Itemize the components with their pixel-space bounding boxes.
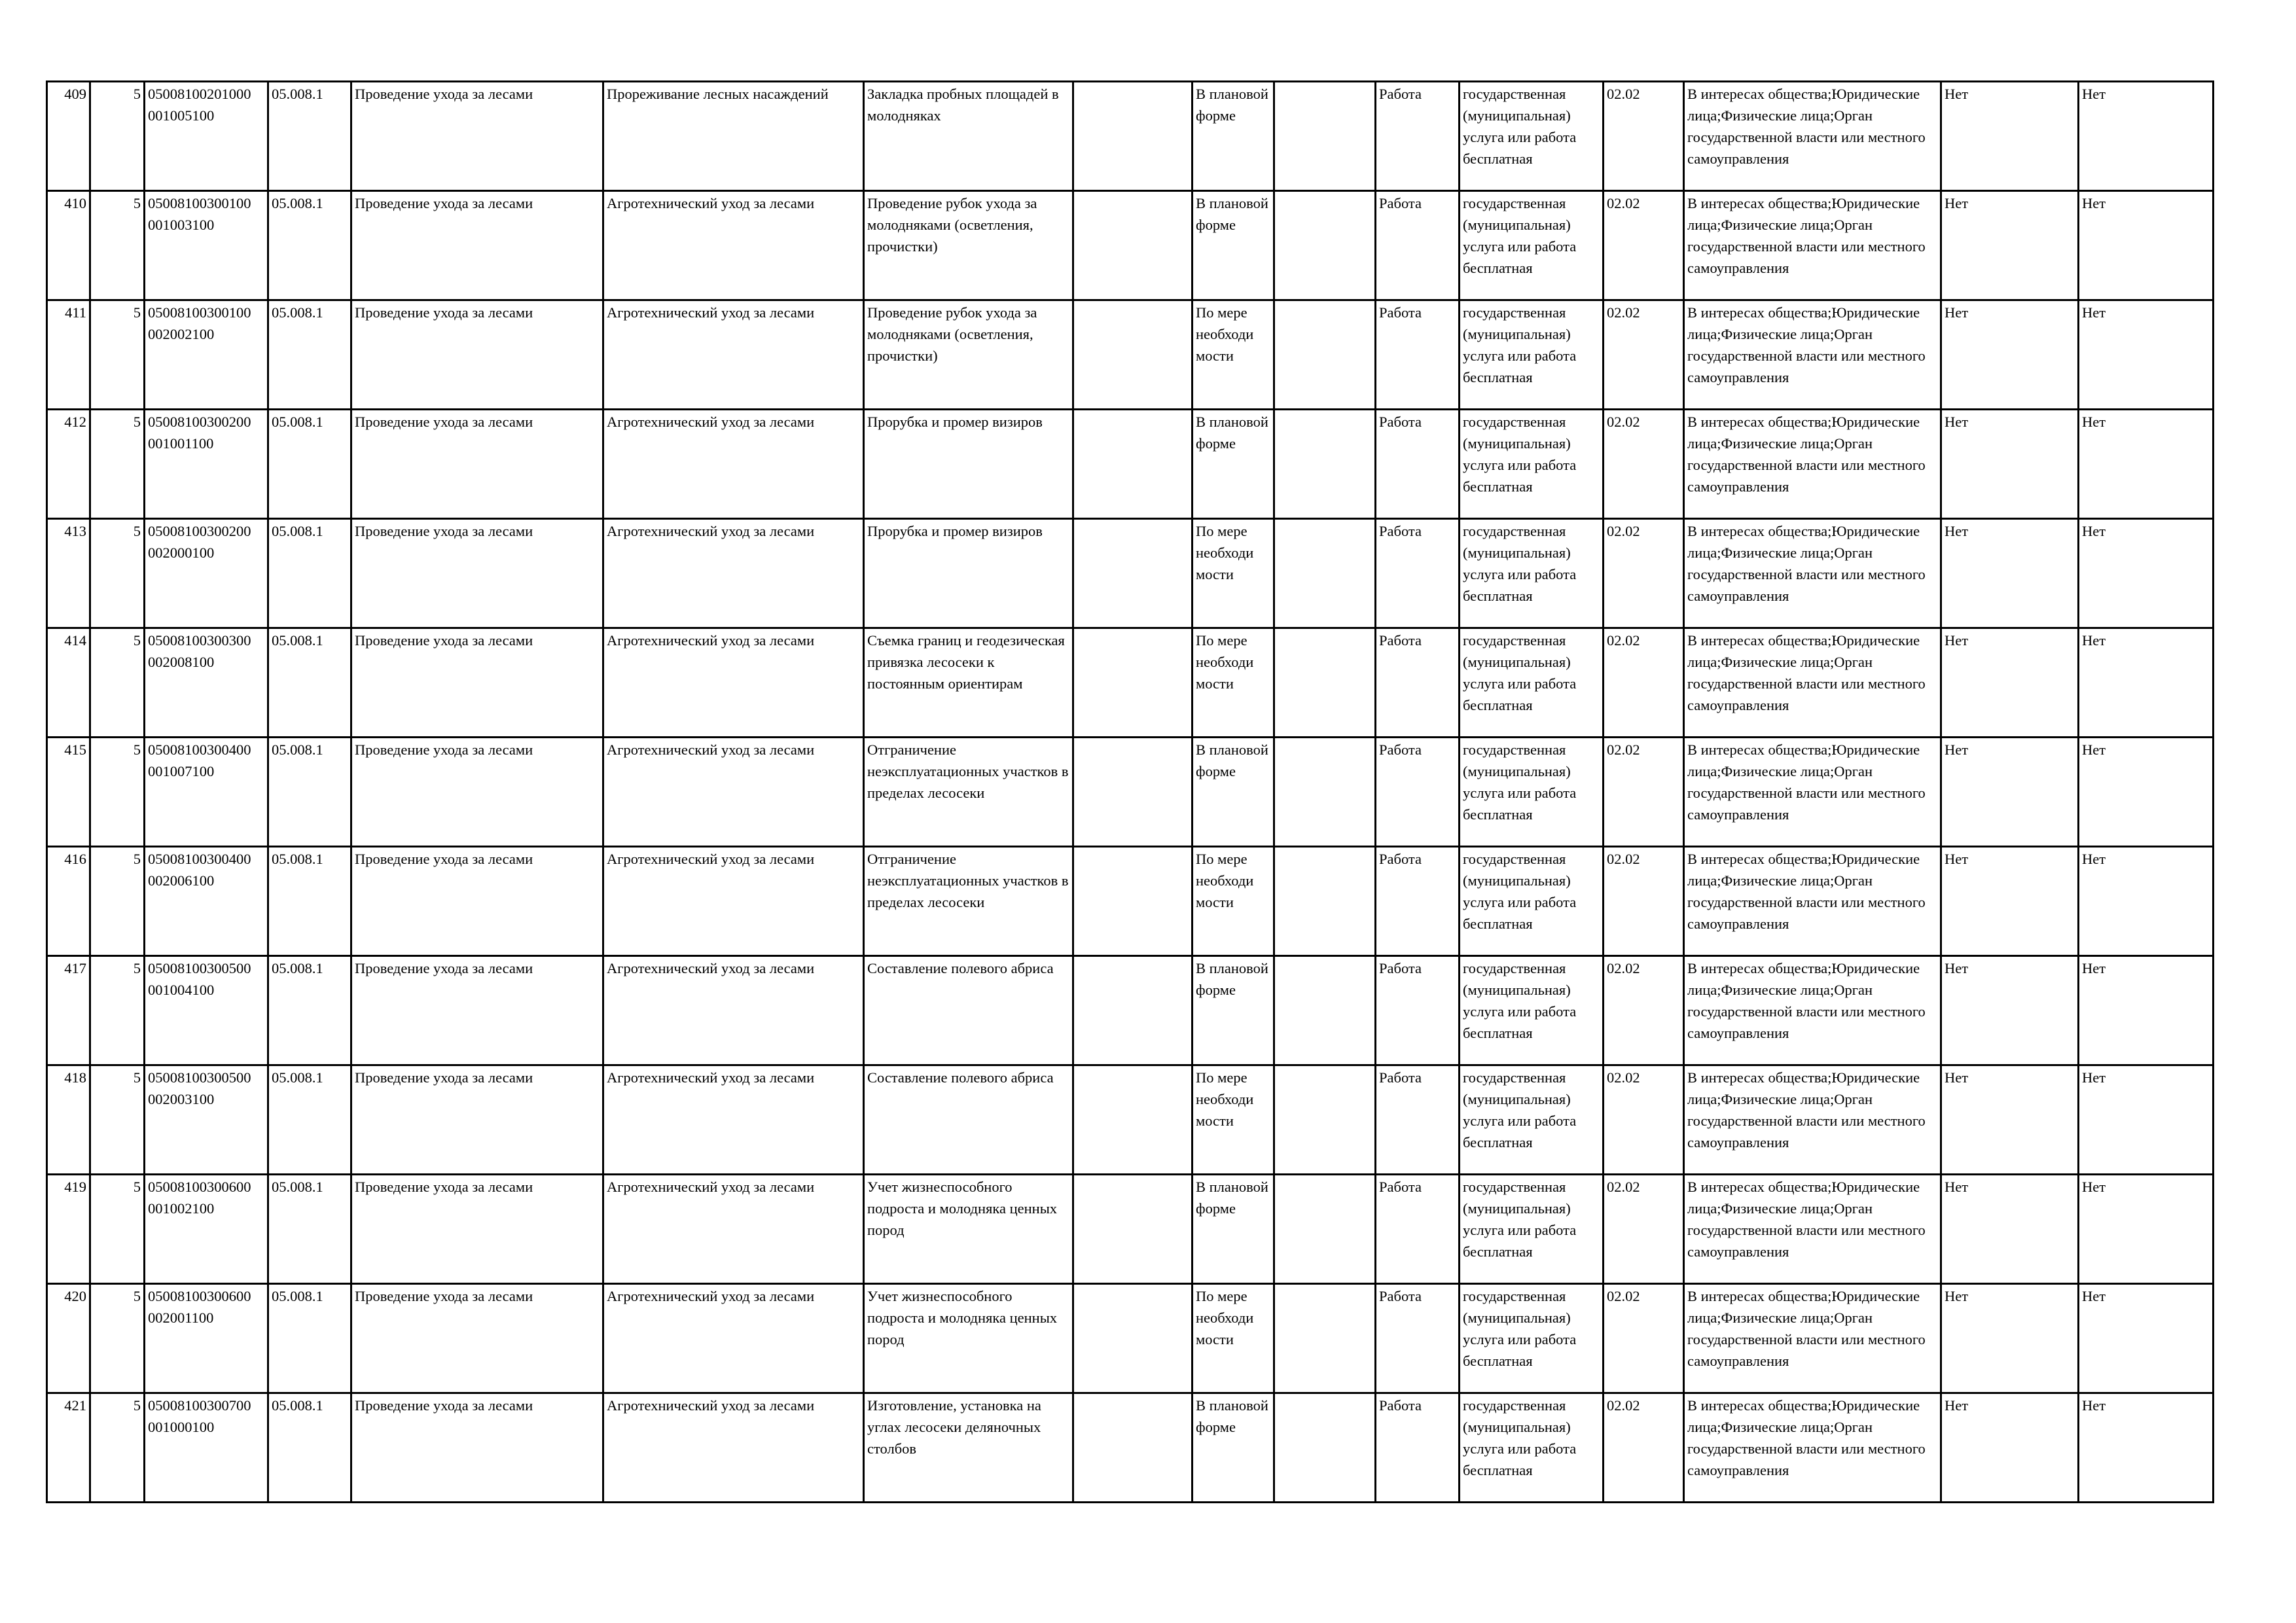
empty-cell	[1274, 738, 1376, 847]
row-number: 414	[47, 628, 90, 738]
empty-cell	[1073, 191, 1193, 300]
flag-cell: Нет	[2079, 519, 2214, 628]
empty-cell	[1274, 300, 1376, 410]
registry-code: 05008100300100 001003100	[145, 191, 268, 300]
okved-code: 05.008.1	[268, 1175, 351, 1284]
flag-cell: Нет	[1941, 82, 2079, 191]
empty-cell	[1274, 628, 1376, 738]
row-number: 411	[47, 300, 90, 410]
direction-code: 02.02	[1604, 847, 1684, 956]
row-number: 413	[47, 519, 90, 628]
work-form: В плановой форме	[1193, 82, 1274, 191]
work-type: Работа	[1376, 410, 1460, 519]
empty-cell	[1073, 1284, 1193, 1393]
flag-cell: Нет	[2079, 1284, 2214, 1393]
table-body	[47, 82, 2214, 1503]
work-type: Работа	[1376, 82, 1460, 191]
registry-code: 05008100300500 001004100	[145, 956, 268, 1065]
flag-cell: Нет	[1941, 1284, 2079, 1393]
service-content: Прореживание лесных насаждений	[603, 82, 864, 191]
work-type: Работа	[1376, 300, 1460, 410]
work-form: В плановой форме	[1193, 191, 1274, 300]
row-section: 5	[90, 82, 145, 191]
service-name: Проведение ухода за лесами	[351, 1175, 603, 1284]
row-number: 410	[47, 191, 90, 300]
flag-cell: Нет	[2079, 410, 2214, 519]
empty-cell	[1274, 82, 1376, 191]
work-form: В плановой форме	[1193, 1175, 1274, 1284]
cost-type: государственная (муниципальная) услуга или работа бесплатная	[1460, 738, 1604, 847]
row-section: 5	[90, 1393, 145, 1503]
cost-type: государственная (муниципальная) услуга или работа бесплатная	[1460, 82, 1604, 191]
table-row	[47, 628, 2214, 738]
flag-cell: Нет	[2079, 1175, 2214, 1284]
service-name: Проведение ухода за лесами	[351, 1393, 603, 1503]
table-row	[47, 191, 2214, 300]
service-name: Проведение ухода за лесами	[351, 410, 603, 519]
direction-code: 02.02	[1604, 82, 1684, 191]
flag-cell: Нет	[2079, 956, 2214, 1065]
table-row	[47, 1284, 2214, 1393]
row-section: 5	[90, 300, 145, 410]
row-section: 5	[90, 738, 145, 847]
empty-cell	[1073, 1393, 1193, 1503]
empty-cell	[1073, 1065, 1193, 1175]
empty-cell	[1073, 300, 1193, 410]
service-content: Агротехнический уход за лесами	[603, 1065, 864, 1175]
empty-cell	[1073, 82, 1193, 191]
flag-cell: Нет	[2079, 847, 2214, 956]
flag-cell: Нет	[2079, 191, 2214, 300]
consumer-categories: В интересах общества;Юридические лица;Физические лица;Орган государственной власти или местного самоуправления	[1684, 410, 1941, 519]
work-type: Работа	[1376, 738, 1460, 847]
work-form: По мере необходи мости	[1193, 628, 1274, 738]
service-name: Проведение ухода за лесами	[351, 519, 603, 628]
work-description: Проведение рубок ухода за молодняками (осветления, прочистки)	[864, 300, 1073, 410]
okved-code: 05.008.1	[268, 410, 351, 519]
flag-cell: Нет	[2079, 82, 2214, 191]
registry-code: 05008100300400 001007100	[145, 738, 268, 847]
empty-cell	[1274, 191, 1376, 300]
table-row	[47, 847, 2214, 956]
registry-code: 05008100300500 002003100	[145, 1065, 268, 1175]
consumer-categories: В интересах общества;Юридические лица;Физические лица;Орган государственной власти или местного самоуправления	[1684, 519, 1941, 628]
row-number: 420	[47, 1284, 90, 1393]
work-description: Закладка пробных площадей в молодняках	[864, 82, 1073, 191]
consumer-categories: В интересах общества;Юридические лица;Физические лица;Орган государственной власти или местного самоуправления	[1684, 738, 1941, 847]
registry-code: 05008100300600 002001100	[145, 1284, 268, 1393]
service-name: Проведение ухода за лесами	[351, 1065, 603, 1175]
work-type: Работа	[1376, 628, 1460, 738]
registry-code: 05008100300300 002008100	[145, 628, 268, 738]
empty-cell	[1274, 519, 1376, 628]
flag-cell: Нет	[1941, 300, 2079, 410]
flag-cell: Нет	[2079, 1393, 2214, 1503]
work-description: Прорубка и промер визиров	[864, 519, 1073, 628]
cost-type: государственная (муниципальная) услуга или работа бесплатная	[1460, 956, 1604, 1065]
work-type: Работа	[1376, 847, 1460, 956]
flag-cell: Нет	[1941, 1065, 2079, 1175]
flag-cell: Нет	[1941, 847, 2079, 956]
flag-cell: Нет	[1941, 410, 2079, 519]
service-content: Агротехнический уход за лесами	[603, 847, 864, 956]
cost-type: государственная (муниципальная) услуга или работа бесплатная	[1460, 1284, 1604, 1393]
empty-cell	[1274, 1284, 1376, 1393]
work-form: По мере необходи мости	[1193, 847, 1274, 956]
row-number: 421	[47, 1393, 90, 1503]
direction-code: 02.02	[1604, 628, 1684, 738]
flag-cell: Нет	[1941, 1393, 2079, 1503]
table-row	[47, 519, 2214, 628]
direction-code: 02.02	[1604, 738, 1684, 847]
service-content: Агротехнический уход за лесами	[603, 1284, 864, 1393]
work-type: Работа	[1376, 1065, 1460, 1175]
empty-cell	[1274, 410, 1376, 519]
flag-cell: Нет	[1941, 519, 2079, 628]
cost-type: государственная (муниципальная) услуга или работа бесплатная	[1460, 519, 1604, 628]
flag-cell: Нет	[2079, 738, 2214, 847]
okved-code: 05.008.1	[268, 1284, 351, 1393]
okved-code: 05.008.1	[268, 519, 351, 628]
consumer-categories: В интересах общества;Юридические лица;Физические лица;Орган государственной власти или местного самоуправления	[1684, 1175, 1941, 1284]
work-form: В плановой форме	[1193, 956, 1274, 1065]
row-section: 5	[90, 847, 145, 956]
service-name: Проведение ухода за лесами	[351, 82, 603, 191]
okved-code: 05.008.1	[268, 191, 351, 300]
consumer-categories: В интересах общества;Юридические лица;Физические лица;Орган государственной власти или местного самоуправления	[1684, 82, 1941, 191]
okved-code: 05.008.1	[268, 300, 351, 410]
work-description: Отграничение неэксплуатационных участков в пределах лесосеки	[864, 847, 1073, 956]
registry-code: 05008100300700 001000100	[145, 1393, 268, 1503]
work-type: Работа	[1376, 956, 1460, 1065]
service-content: Агротехнический уход за лесами	[603, 1393, 864, 1503]
okved-code: 05.008.1	[268, 956, 351, 1065]
service-content: Агротехнический уход за лесами	[603, 519, 864, 628]
table-row	[47, 1393, 2214, 1503]
consumer-categories: В интересах общества;Юридические лица;Физические лица;Орган государственной власти или местного самоуправления	[1684, 628, 1941, 738]
direction-code: 02.02	[1604, 1284, 1684, 1393]
row-section: 5	[90, 1065, 145, 1175]
table-row	[47, 1065, 2214, 1175]
work-description: Изготовление, установка на углах лесосеки деляночных столбов	[864, 1393, 1073, 1503]
row-number: 417	[47, 956, 90, 1065]
work-form: По мере необходи мости	[1193, 300, 1274, 410]
empty-cell	[1073, 628, 1193, 738]
service-name: Проведение ухода за лесами	[351, 300, 603, 410]
work-type: Работа	[1376, 191, 1460, 300]
work-type: Работа	[1376, 1175, 1460, 1284]
work-type: Работа	[1376, 519, 1460, 628]
service-name: Проведение ухода за лесами	[351, 738, 603, 847]
row-number: 416	[47, 847, 90, 956]
service-name: Проведение ухода за лесами	[351, 956, 603, 1065]
registry-code: 05008100300400 002006100	[145, 847, 268, 956]
row-section: 5	[90, 519, 145, 628]
direction-code: 02.02	[1604, 1393, 1684, 1503]
work-type: Работа	[1376, 1393, 1460, 1503]
row-number: 419	[47, 1175, 90, 1284]
flag-cell: Нет	[1941, 1175, 2079, 1284]
empty-cell	[1073, 847, 1193, 956]
registry-code: 05008100300600 001002100	[145, 1175, 268, 1284]
work-form: По мере необходи мости	[1193, 1284, 1274, 1393]
work-description: Отграничение неэксплуатационных участков в пределах лесосеки	[864, 738, 1073, 847]
okved-code: 05.008.1	[268, 1065, 351, 1175]
empty-cell	[1073, 1175, 1193, 1284]
direction-code: 02.02	[1604, 1175, 1684, 1284]
direction-code: 02.02	[1604, 1065, 1684, 1175]
row-number: 418	[47, 1065, 90, 1175]
flag-cell: Нет	[1941, 738, 2079, 847]
direction-code: 02.02	[1604, 300, 1684, 410]
consumer-categories: В интересах общества;Юридические лица;Физические лица;Орган государственной власти или местного самоуправления	[1684, 956, 1941, 1065]
table-row	[47, 956, 2214, 1065]
table-row	[47, 82, 2214, 191]
cost-type: государственная (муниципальная) услуга или работа бесплатная	[1460, 1065, 1604, 1175]
work-type: Работа	[1376, 1284, 1460, 1393]
service-content: Агротехнический уход за лесами	[603, 410, 864, 519]
empty-cell	[1274, 956, 1376, 1065]
registry-code: 05008100300200 002000100	[145, 519, 268, 628]
flag-cell: Нет	[2079, 1065, 2214, 1175]
empty-cell	[1274, 1393, 1376, 1503]
empty-cell	[1274, 847, 1376, 956]
okved-code: 05.008.1	[268, 738, 351, 847]
work-form: В плановой форме	[1193, 410, 1274, 519]
row-section: 5	[90, 191, 145, 300]
flag-cell: Нет	[2079, 300, 2214, 410]
cost-type: государственная (муниципальная) услуга или работа бесплатная	[1460, 1393, 1604, 1503]
cost-type: государственная (муниципальная) услуга или работа бесплатная	[1460, 300, 1604, 410]
direction-code: 02.02	[1604, 410, 1684, 519]
cost-type: государственная (муниципальная) услуга или работа бесплатная	[1460, 628, 1604, 738]
cost-type: государственная (муниципальная) услуга или работа бесплатная	[1460, 847, 1604, 956]
work-form: По мере необходи мости	[1193, 519, 1274, 628]
table-row	[47, 300, 2214, 410]
empty-cell	[1073, 956, 1193, 1065]
empty-cell	[1073, 410, 1193, 519]
service-content: Агротехнический уход за лесами	[603, 300, 864, 410]
direction-code: 02.02	[1604, 956, 1684, 1065]
work-description: Учет жизнеспособного подроста и молодняка ценных пород	[864, 1175, 1073, 1284]
direction-code: 02.02	[1604, 519, 1684, 628]
row-section: 5	[90, 956, 145, 1065]
work-description: Съемка границ и геодезическая привязка лесосеки к постоянным ориентирам	[864, 628, 1073, 738]
register-table	[46, 80, 2214, 1503]
service-content: Агротехнический уход за лесами	[603, 628, 864, 738]
work-form: По мере необходи мости	[1193, 1065, 1274, 1175]
service-name: Проведение ухода за лесами	[351, 1284, 603, 1393]
work-description: Составление полевого абриса	[864, 956, 1073, 1065]
work-form: В плановой форме	[1193, 1393, 1274, 1503]
registry-code: 05008100300200 001001100	[145, 410, 268, 519]
okved-code: 05.008.1	[268, 82, 351, 191]
registry-code: 05008100300100 002002100	[145, 300, 268, 410]
table-row	[47, 1175, 2214, 1284]
consumer-categories: В интересах общества;Юридические лица;Физические лица;Орган государственной власти или местного самоуправления	[1684, 1065, 1941, 1175]
row-number: 415	[47, 738, 90, 847]
row-section: 5	[90, 410, 145, 519]
empty-cell	[1073, 738, 1193, 847]
flag-cell: Нет	[1941, 191, 2079, 300]
table-row	[47, 410, 2214, 519]
consumer-categories: В интересах общества;Юридические лица;Физические лица;Орган государственной власти или местного самоуправления	[1684, 847, 1941, 956]
consumer-categories: В интересах общества;Юридические лица;Физические лица;Орган государственной власти или местного самоуправления	[1684, 1393, 1941, 1503]
service-content: Агротехнический уход за лесами	[603, 738, 864, 847]
consumer-categories: В интересах общества;Юридические лица;Физические лица;Орган государственной власти или местного самоуправления	[1684, 1284, 1941, 1393]
direction-code: 02.02	[1604, 191, 1684, 300]
row-number: 412	[47, 410, 90, 519]
work-description: Составление полевого абриса	[864, 1065, 1073, 1175]
work-description: Проведение рубок ухода за молодняками (осветления, прочистки)	[864, 191, 1073, 300]
flag-cell: Нет	[1941, 956, 2079, 1065]
flag-cell: Нет	[1941, 628, 2079, 738]
service-name: Проведение ухода за лесами	[351, 191, 603, 300]
okved-code: 05.008.1	[268, 628, 351, 738]
flag-cell: Нет	[2079, 628, 2214, 738]
empty-cell	[1274, 1065, 1376, 1175]
work-form: В плановой форме	[1193, 738, 1274, 847]
okved-code: 05.008.1	[268, 1393, 351, 1503]
registry-code: 05008100201000 001005100	[145, 82, 268, 191]
service-content: Агротехнический уход за лесами	[603, 1175, 864, 1284]
service-name: Проведение ухода за лесами	[351, 628, 603, 738]
row-number: 409	[47, 82, 90, 191]
empty-cell	[1274, 1175, 1376, 1284]
cost-type: государственная (муниципальная) услуга или работа бесплатная	[1460, 410, 1604, 519]
okved-code: 05.008.1	[268, 847, 351, 956]
consumer-categories: В интересах общества;Юридические лица;Физические лица;Орган государственной власти или местного самоуправления	[1684, 300, 1941, 410]
cost-type: государственная (муниципальная) услуга или работа бесплатная	[1460, 1175, 1604, 1284]
row-section: 5	[90, 1284, 145, 1393]
service-content: Агротехнический уход за лесами	[603, 956, 864, 1065]
cost-type: государственная (муниципальная) услуга или работа бесплатная	[1460, 191, 1604, 300]
row-section: 5	[90, 628, 145, 738]
service-content: Агротехнический уход за лесами	[603, 191, 864, 300]
consumer-categories: В интересах общества;Юридические лица;Физические лица;Орган государственной власти или местного самоуправления	[1684, 191, 1941, 300]
table-row	[47, 738, 2214, 847]
work-description: Прорубка и промер визиров	[864, 410, 1073, 519]
service-name: Проведение ухода за лесами	[351, 847, 603, 956]
row-section: 5	[90, 1175, 145, 1284]
work-description: Учет жизнеспособного подроста и молодняка ценных пород	[864, 1284, 1073, 1393]
empty-cell	[1073, 519, 1193, 628]
